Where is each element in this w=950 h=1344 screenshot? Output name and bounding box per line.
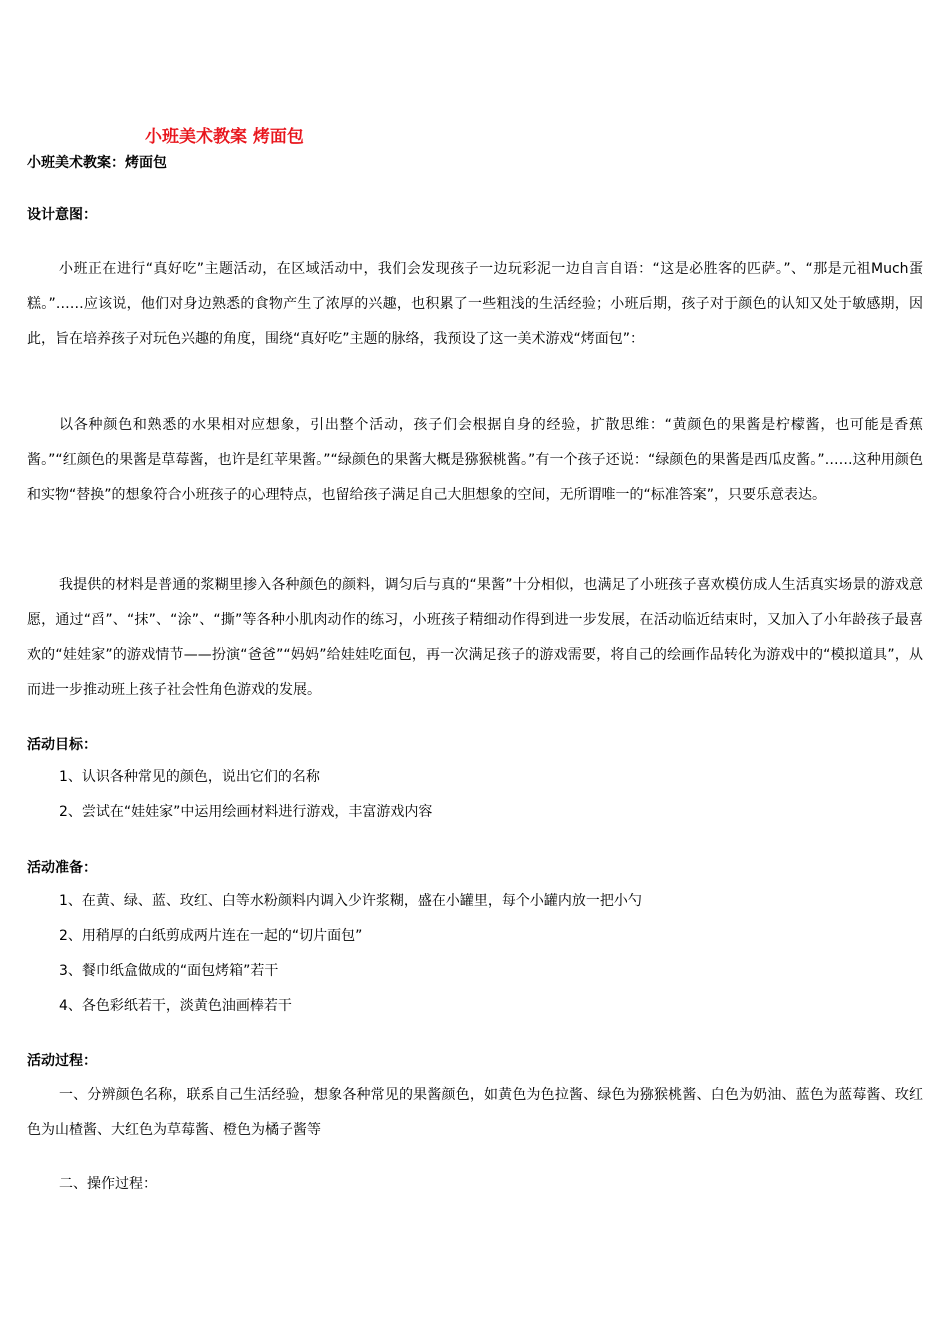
preparation-item-3: 3、餐巾纸盒做成的“面包烤箱”若干 <box>59 963 279 979</box>
document-subtitle: 小班美术教案：烤面包 <box>27 155 167 171</box>
process-step-1: 一、分辨颜色名称，联系自己生活经验，想象各种常见的果酱颜色，如黄色为色拉酱、绿色为猕猴桃酱、白色为奶油、蓝色为蓝莓酱、玫红色为山楂酱、大红色为草莓酱、橙色为橘子酱等 <box>27 1087 923 1138</box>
process-heading: 活动过程： <box>27 1053 97 1069</box>
process-step-2: 二、操作过程： <box>59 1176 157 1192</box>
design-intent-paragraph-2: 以各种颜色和熟悉的水果相对应想象，引出整个活动，孩子们会根据自身的经验，扩散思维：“黄颜色的果酱是柠檬酱，也可能是香蕉酱。”“红颜色的果酱是草莓酱，也许是红苹果酱。”“绿颜色的果酱大概是猕猴桃酱。”有一个孩子还说：“绿颜色的果酱是西瓜皮酱。”……这种用颜色和实物“替换”的想象符合小班孩子的心理特点，也留给孩子满足自己大胆想象的空间，无所谓唯一的“标准答案”，只要乐意表达。 <box>27 417 923 503</box>
document-title: 小班美术教案 烤面包 <box>145 127 304 147</box>
goal-item-1: 1、认识各种常见的颜色，说出它们的名称 <box>59 769 320 785</box>
preparation-item-4: 4、各色彩纸若干，淡黄色油画棒若干 <box>59 998 292 1014</box>
goal-item-2: 2、尝试在“娃娃家”中运用绘画材料进行游戏，丰富游戏内容 <box>59 804 433 820</box>
goals-heading: 活动目标： <box>27 737 97 753</box>
preparation-item-2: 2、用稍厚的白纸剪成两片连在一起的“切片面包” <box>59 928 363 944</box>
design-intent-paragraph-1: 小班正在进行“真好吃”主题活动，在区域活动中，我们会发现孩子一边玩彩泥一边自言自语：“这是必胜客的匹萨。”、“那是元祖Much蛋糕。”……应该说，他们对身边熟悉的食物产生了浓厚的兴趣，也积累了一些粗浅的生活经验；小班后期，孩子对于颜色的认知又处于敏感期，因此，旨在培养孩子对玩色兴趣的角度，围绕“真好吃”主题的脉络，我预设了这一美术游戏“烤面包”： <box>27 261 923 347</box>
design-intent-heading: 设计意图： <box>27 207 97 223</box>
design-intent-paragraph-3: 我提供的材料是普通的浆糊里掺入各种颜色的颜料，调匀后与真的“果酱”十分相似，也满足了小班孩子喜欢模仿成人生活真实场景的游戏意愿，通过“舀”、“抹”、“涂”、“撕”等各种小肌肉动作的练习，小班孩子精细动作得到进一步发展，在活动临近结束时，又加入了小年龄孩子最喜欢的“娃娃家”的游戏情节——扮演“爸爸”“妈妈”给娃娃吃面包，再一次满足孩子的游戏需要，将自己的绘画作品转化为游戏中的“模拟道具”，从而进一步推动班上孩子社会性角色游戏的发展。 <box>27 577 923 698</box>
preparation-item-1: 1、在黄、绿、蓝、玫红、白等水粉颜料内调入少许浆糊，盛在小罐里，每个小罐内放一把小勺 <box>59 893 642 909</box>
preparation-heading: 活动准备： <box>27 860 97 876</box>
